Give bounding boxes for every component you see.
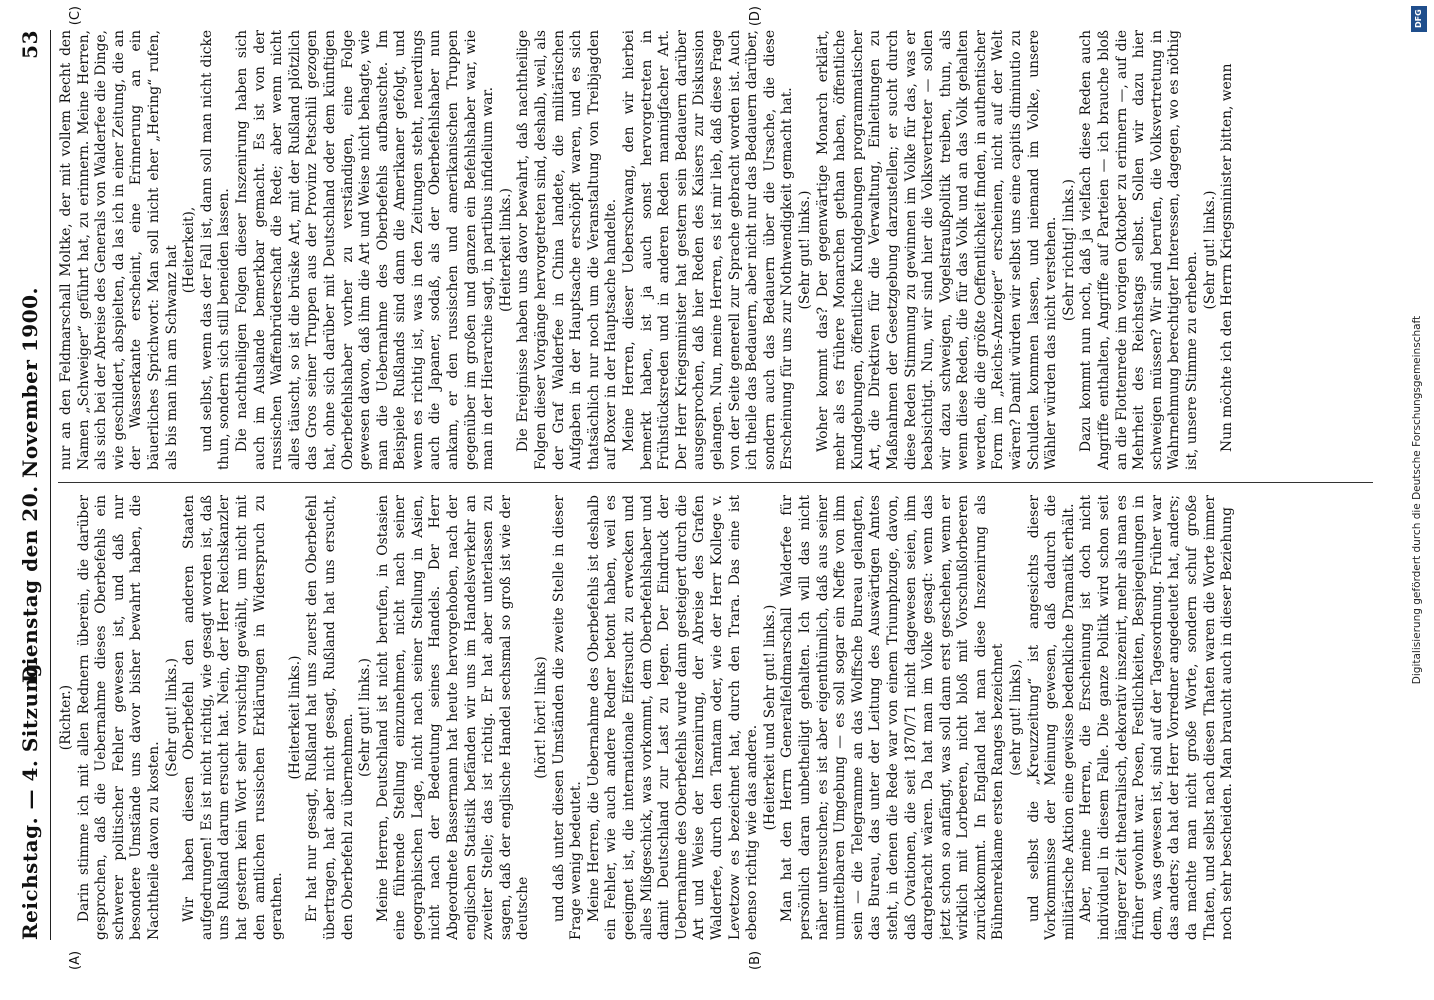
page-header: [18, 30, 48, 940]
paragraph: Aber, meine Herren, die Erscheinung ist doch nicht individuell in diesem Falle. Die ganze Politik wird schon seit längerer Zeit theatralisch, dekorativ inszenirt, mehr als man es früher gewohnt war. Posen, Festlichkeiten, Bespiegelungen in dem, was gewesen ist, sind auf der Tagesordnung. Früher war das anders; da hat der Herr Vorredner angedeutet hat, anders; da machte man nicht große Worte, sondern schuf große Thaten, und selbst nach diesen Thaten waren die Worte immer noch sehr bescheiden. Man braucht auch in dieser Beziehung: [1078, 495, 1236, 940]
header-session: Reichstag. — 4. Sitzung.: [18, 655, 42, 940]
margin-marker-b: (B): [748, 950, 763, 970]
paragraph: Nun möchte ich den Herrn Kriegsminister bitten, wenn: [1219, 63, 1236, 452]
paragraph: (Sehr gut! links.): [163, 658, 180, 777]
paragraph: Meine Herren, die Uebernahme des Oberbefehls ist deshalb ein Fehler, wie auch andere Redner betont haben, weil es geeignet ist, die internationale Eifersucht zu erwecken und alles Mißgeschick, was vorkommt, dem Oberbefehlshaber und damit Deutschland zur Last zu legen. Der Eindruck der Uebernahme des Oberbefehls wurde dann gesteigert durch die Art und Weise der Inszenirung, der Abreise des Grafen Walderfee, durch den Tamtam oder, wie der Herr Kollege v. Levetzow es bezeichnet hat, durch den Trara. Das eine ist ebenso richtig wie das andere.: [585, 495, 761, 940]
paragraph: nur an den Feldmarschall Moltke, der mit vollem Recht den Namen „Schweiger“ geführt hat, zu erinnern. Meine Herren, als sich bei der Abreise des Generals von Walderfee die Dinge, wie geschildert, abspielten, da las ich in einer Zeitung, die an der Wasserkante erscheint, eine Erinnerung an ein bäuerliches Sprichwort: Man soll nicht eher „Hering“ rufen, als bis man ihn am Schwanz hat: [58, 30, 180, 470]
header-rule: [50, 30, 51, 940]
digitization-credit: [1405, 0, 1434, 1000]
page-number: 53: [18, 30, 42, 59]
margin-marker-c: (C): [68, 6, 83, 26]
header-date: Dienstag den 20. November 1900.: [18, 286, 42, 684]
paragraph: (Richter.): [58, 684, 74, 751]
paragraph: Meine Herren, Deutschland ist nicht berufen, in Ostasien eine führende Stellung einzunehmen, nicht nach seiner geographischen Lage, nicht nach seiner Stellung in Asien, nicht nach der Bedeutung seines Handels. Der Herr Abgeordnete Bassermann hat heute hervorgehoben, nach der englischen Statistik befänden wir uns im Handelsverkehr an zweiter Stelle; das ist richtig. Er hat aber unterlassen zu sagen, daß der englische Handel sechsmal so groß ist wie der deutsche: [374, 495, 532, 940]
paragraph: (Heiterkeit links.): [497, 187, 514, 313]
paragraph: Woher kommt das? Der gegenwärtige Monarch erklärt, mehr als es frühere Monarchen gethan haben, öffentliche Kundgebungen, öffentliche Kundgebungen programmatischer Art, die Direktiven für die Verwaltung, Einleitungen zu Maßnahmen der Gesetzgebung darzustellen; er sucht durch diese Reden Stimmung zu gewinnen im Volke für das, was er beabsichtigt. Nun, wir sind hier die Volksvertreter — sollen wir dazu schweigen, Vogelstraußpolitik treiben, thun, als wenn diese Reden, die für das Volk und an das Volk gehalten werden, die die größte Oeffentlichkeit finden, in authentischer Form im „Reichs-Anzeiger“ erscheinen, nicht auf der Welt wären? Damit würden wir selbst uns eine capitis diminutio zu Schulden kommen lassen, und niemand im Volke, unsere Wähler würden das nicht verstehen.: [814, 30, 1060, 470]
margin-marker-d: (D): [748, 6, 763, 27]
paragraph: und daß unter diesen Umständen die zweite Stelle in dieser Frage wenig bedeutet.: [550, 495, 585, 940]
paragraph: (Heiterkeit),: [181, 206, 198, 294]
margin-marker-a: (A): [68, 950, 83, 970]
paragraph: (Sehr richtig! links.): [1060, 178, 1077, 322]
paragraph: Die nachtheiligen Folgen dieser Inszenirung haben sich auch im Auslande bemerkbar gemacht. Es ist von der russischen Waffenbrüderschaft die Rede; aber wenn nicht alles täuscht, so ist die brüske Art, mit der Rußland plötzlich das Gros seiner Truppen aus der Provinz Petschili gezogen hat, ohne sich darüber mit Deutschland oder dem künftigen Oberbefehlshaber vorher zu verständigen, eine Folge gewesen davon, daß ihm die Art und Weise nicht behagte, wie man die Uebernahme des Oberbefehls aufbauschte. Im Beispiele Rußlands sind dann die Amerikaner gefolgt, und wenn es richtig ist, was in den Zeitungen steht, neuerdings auch die Japaner, sodaß, als der Oberbefehlshaber nun ankam, er den russischen und amerikanischen Truppen gegenüber im großen und ganzen ein Befehlshaber war, wie man in der Hierarchie sagt, in partibus infidelium war.: [233, 30, 497, 470]
paragraph: Er hat nur gesagt, Rußland hat uns zuerst den Oberbefehl übertragen, hat aber nicht gesagt, Rußland hat uns ersucht, den Oberbefehl zu übernehmen.: [304, 495, 356, 940]
paragraph: (hört! hört! links): [533, 656, 550, 779]
column-divider: [58, 482, 1373, 483]
paragraph: und selbst, wenn das der Fall ist, dann soll man nicht dicke thun, sondern sich still beneiden lassen.: [198, 30, 233, 470]
paragraph: Dazu kommt nun noch, daß ja vielfach diese Reden auch Angriffe enthalten, Angriffe auf Parteien — ich brauche bloß an die Flottenrede im vorigen Oktober zu erinnern —, auf die Mehrheit des Reichstags selbst. Sollen wir dazu hier schweigen müssen? Wir sind berufen, die Volksvertretung in Wahrnehmung berechtigter Interessen, dagegen, wo es nöthig ist, unsere Stimme zu erheben.: [1078, 30, 1200, 470]
right-column: [58, 30, 1373, 470]
dfg-logo: DFG: [1411, 6, 1427, 32]
paragraph: Wir haben diesen Oberbefehl den anderen Staaten aufgedrungen! Es ist nicht richtig, wie gesagt worden ist, daß uns Rußland darum ersucht hat. Nein, der Herr Reichskanzler hat gestern kein Wort sehr vorsichtig gewählt, um nicht mit den amtlichen russischen Erklärungen in Widerspruch zu gerathen.: [181, 495, 286, 940]
paragraph: (Sehr gut! links.): [357, 658, 374, 777]
paragraph: Die Ereignisse haben uns davor bewahrt, daß nachtheilige Folgen dieser Vorgänge hervorgetreten sind, deshalb, weil, als der Graf Walderfee in China landete, die militärischen Aufgaben in der Hauptsache erschöpft waren, und es sich thatsächlich nur noch um die Veranstaltung von Treibjagden auf Boxer in der Hauptsache handelte.: [515, 30, 620, 470]
paragraph: Meine Herren, dieser Ueberschwang, den wir hierbei bemerkt haben, ist ja auch sonst hervorgetreten in Frühstücksreden und in anderen Reden mannigfacher Art. Der Herr Kriegsminister hat gestern sein Bedauern darüber ausgesprochen, daß hier Reden des Kaisers zur Diskussion gelangen. Nun, meine Herren, es ist mir lieb, daß diese Frage von der Seite generell zur Sprache gebracht worden ist. Auch ich theile das Bedauern, aber nicht nur das Bedauern darüber, sondern auch das Bedauern über die Ursache, die diese Erscheinung für uns zur Nothwendigkeit gemacht hat.: [621, 30, 796, 470]
paragraph: (Heiterkeit links.): [286, 655, 303, 780]
left-column: [58, 495, 1373, 940]
paragraph: (Heiterkeit und Sehr gut! links.): [761, 604, 778, 831]
credit-text: Digitalisierung gefördert durch die Deutsche Forschungsgemeinschaft: [1411, 315, 1423, 685]
paragraph: Darin stimme ich mit allen Rednern überein, die darüber gesprochen, daß die Uebernahme dieses Oberbefehls ein schwerer politischer Fehler gewesen ist, und daß nur besondere Umstände uns davor bisher bewahrt haben, die Nachtheile davon zu kosten.: [75, 495, 162, 940]
paragraph: (Sehr gut! links.): [1201, 190, 1218, 310]
paragraph: Man hat den Herrn Generalfeldmarschall Walderfee für persönlich daran unbetheiligt gehalten. Ich will das nicht näher untersuchen; es ist aber eigenthümlich, daß aus seiner unmittelbaren Umgebung — es soll sogar ein Neffe von ihm sein — die Telegramme an das Wolffsche Bureau gelangten, das Bureau, das unter der Leitung des Auswärtigen Amtes steht, in denen die Rede war von einem Triumphzuge, davon, daß Ovationen, die seit 1870/71 nicht dagewesen seien, ihm dargebracht wären. Da hat man im Volke gesagt: wenn das jetzt schon so anfängt, was soll dann erst geschehen, wenn er wirklich mit Lorbeeren, nicht bloß mit Vorschußlorbeeren zurückkommt. In England hat man diese Inszenirung als Bühnenreklame ersten Ranges bezeichnet: [779, 495, 1007, 940]
paragraph: (sehr gut! links),: [1008, 659, 1025, 776]
text-columns: [58, 6, 1373, 970]
paragraph: und selbst die „Kreuzzeitung“ ist angesichts dieser Vorkommnisse der Meinung gewesen, daß dadurch die militärische Aktion eine gewisse bedenkliche Dramatik erhält.: [1025, 495, 1077, 940]
paragraph: (Sehr gut! links.): [796, 190, 813, 310]
